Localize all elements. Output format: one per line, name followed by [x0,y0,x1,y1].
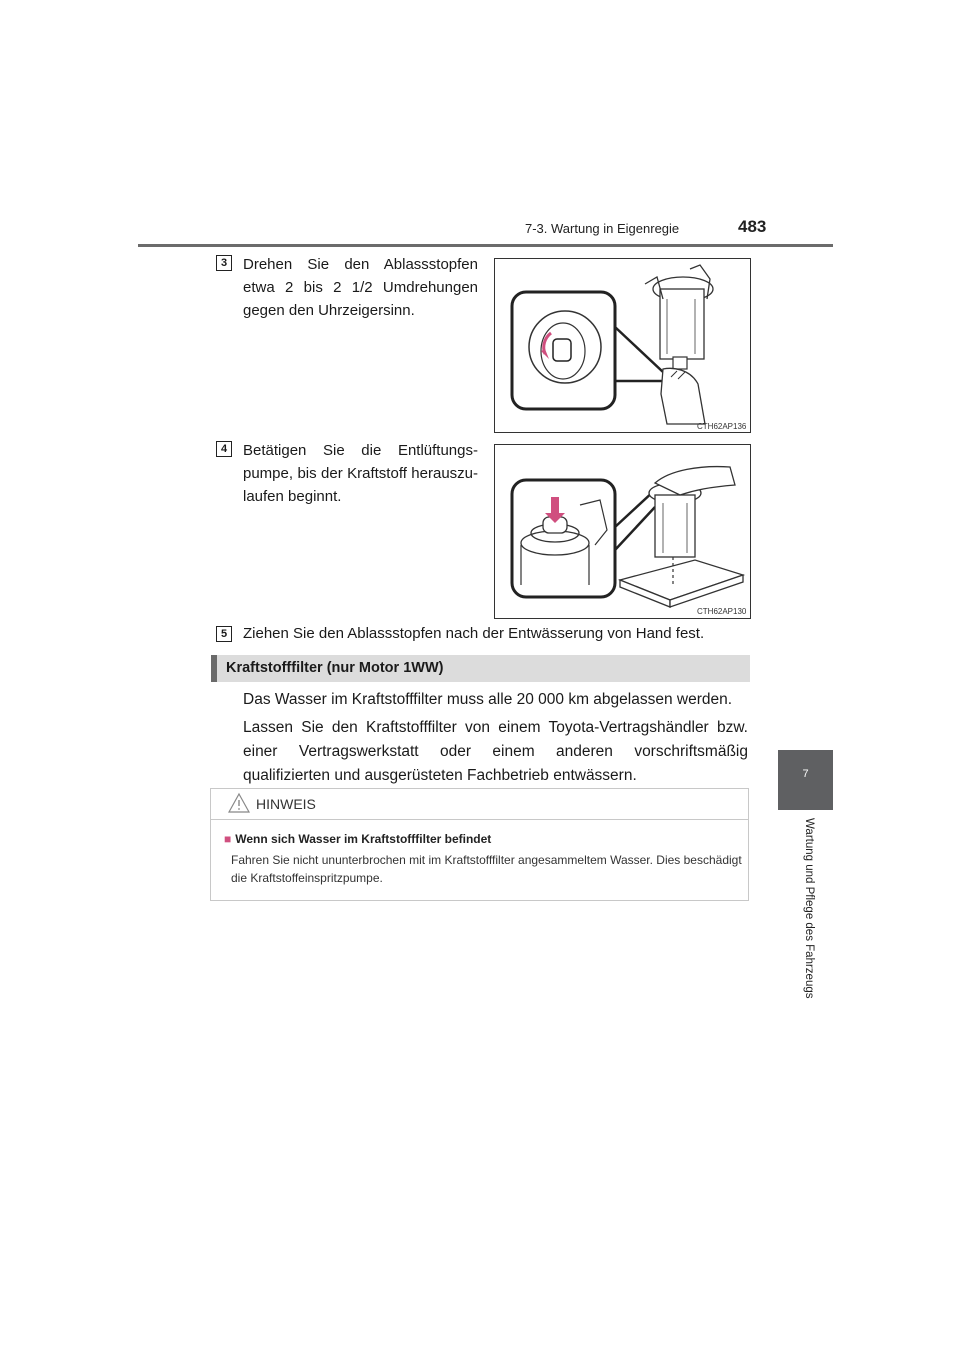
step-text-5: Ziehen Sie den Ablassstopfen nach der Entwässerung von Hand fest. [243,625,705,642]
step-text-3: Drehen Sie den Ablassstopfen etwa 2 bis 2 1/2 Umdrehungen gegen den Uhrzeigersinn. [243,256,478,319]
figure-priming-pump [494,444,751,619]
step-text-4: Betätigen Sie die Entlüftungs-pumpe, bis der Kraftstoff herauszu-laufen beginnt. [243,442,478,505]
drain-plug-illustration [495,259,750,432]
warning-icon [228,792,250,814]
page-number: 483 [738,217,767,236]
notice-item-heading: Wenn sich Wasser im Kraftstofffilter befindet [235,832,492,846]
chapter-tab [778,750,833,810]
notice-box [210,788,749,901]
header-rule [138,244,833,247]
paragraph-service: Lassen Sie den Kraftstofffilter von einem Toyota-Vertragshändler bzw. einer Vertragswerkstatt oder einem anderen vorschriftsmäßig qualifizierten und ausgerüsteten Fachbetrieb entwässern. [243,719,748,784]
figure-code: CTH62AP136 [697,422,747,431]
chapter-title: Wartung und Pflege des Fahrzeugs [803,818,815,999]
paragraph-interval: Das Wasser im Kraftstofffilter muss alle 20 000 km abgelassen werden. [243,691,733,708]
priming-pump-illustration [495,445,750,618]
notice-item-title [224,832,491,846]
notice-title: HINWEIS [256,796,316,812]
step-number-3: 3 [216,255,232,271]
figure-drain-plug [494,258,751,433]
step-number-4: 4 [216,441,232,457]
figure-code: CTH62AP130 [697,607,747,616]
notice-header [211,789,748,820]
section-heading: Kraftstofffilter (nur Motor 1WW) [211,655,750,682]
chapter-number: 7 [802,768,809,780]
notice-bullet-icon: ■ [224,832,232,846]
section-title: 7-3. Wartung in Eigenregie [525,221,680,236]
step-number-5: 5 [216,626,232,642]
notice-item-text: Fahren Sie nicht ununterbrochen mit im Kraftstofffilter angesammeltem Wasser. Dies beschädigt die Kraftstoffeinspritzpumpe. [231,853,742,885]
